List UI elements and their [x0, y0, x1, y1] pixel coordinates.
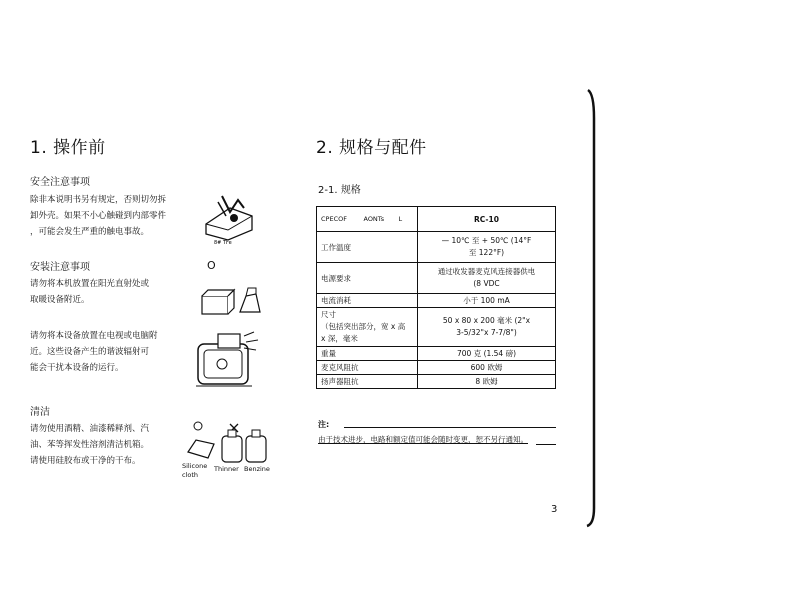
text-line: 油、苯等挥发性溶剂清洁机箱。: [30, 440, 150, 450]
spec-label: 扬声器阻抗: [317, 375, 418, 389]
disassembly-warning-illustration: [200, 190, 260, 246]
tv-interference-illustration: [192, 328, 264, 394]
text-line: 请勿使用酒精、油漆稀释剂、汽: [30, 424, 150, 434]
spec-value: 8 欧姆: [418, 375, 556, 389]
note-text: 由于技术进步，电路和额定值可能会随时变更，恕不另行通知。: [318, 435, 528, 444]
text-line: 近。这些设备产生的谐波辐射可: [30, 347, 150, 357]
heading-safety: 安全注意事项: [30, 177, 90, 188]
note-rule-top: [344, 427, 556, 428]
page-edge: [584, 88, 598, 528]
note-label: 注:: [318, 420, 330, 429]
spec-label: 麦克风阻抗: [317, 361, 418, 375]
text-line: 请勿将本机放置在阳光直射处或: [30, 279, 150, 289]
heading-cleaning: 清洁: [30, 407, 50, 418]
note-rule-bottom: [536, 444, 556, 445]
header-left-cell: CPECOF AONTs L: [317, 207, 418, 232]
benzine-label: Benzine: [244, 465, 270, 473]
spec-label: 尺寸 （包括突出部分，宽 x 高 x 深，毫米: [317, 308, 418, 347]
table-row: [317, 263, 556, 294]
subsection-specs: 2-1. 规格: [318, 185, 361, 196]
page-number: 3: [551, 504, 558, 515]
silicone-cloth-label: Silicone cloth: [182, 462, 208, 479]
text-line: 请勿将本设备放置在电视或电脑附: [30, 331, 158, 341]
header-model-cell: RC-10: [418, 207, 556, 232]
spec-value: — 10℃ 至 + 50℃ (14°F 至 122°F): [418, 232, 556, 263]
spec-value: 50 x 80 x 200 毫米 (2"x 3-5/32"x 7-7/8"): [418, 308, 556, 347]
table-row: [317, 375, 556, 389]
text-line: 除非本说明书另有规定，否则切勿拆: [30, 195, 167, 205]
spec-value: 小于 100 mA: [418, 294, 556, 308]
cleaning-supplies-illustration: [184, 418, 270, 464]
paragraph-cleaning: [30, 421, 180, 469]
spec-label: 重量: [317, 347, 418, 361]
spec-label: 电源要求: [317, 263, 418, 294]
thinner-label: Thinner: [214, 465, 239, 473]
text-line: 能会干扰本设备的运行。: [30, 363, 124, 373]
section-title-specs: 2. 规格与配件: [316, 138, 427, 158]
table-row: [317, 308, 556, 347]
spec-value: 700 克 (1.54 磅): [418, 347, 556, 361]
text-line: 卸外壳。如果不小心触碰到内部零件: [30, 211, 167, 221]
figure-label: 8# TFe: [214, 240, 232, 246]
table-row: [317, 232, 556, 263]
text-line: 请使用硅胶布或干净的干布。: [30, 456, 141, 466]
spec-table: [316, 206, 556, 389]
paragraph-safety: [30, 192, 180, 240]
circle-mark: O: [207, 259, 216, 272]
sunlight-heat-illustration: [198, 282, 264, 320]
table-row: [317, 347, 556, 361]
paragraph-installation: [30, 276, 180, 308]
table-header-row: [317, 207, 556, 232]
table-row: [317, 361, 556, 375]
spec-value: 通过收发器麦克风连接器供电 (8 VDC: [418, 263, 556, 294]
spec-value: 600 欧姆: [418, 361, 556, 375]
text-line: ，可能会发生严重的触电事故。: [30, 227, 150, 237]
heading-installation: 安装注意事项: [30, 262, 90, 273]
paragraph-interference: [30, 328, 180, 376]
text-line: 取暖设备附近。: [30, 295, 90, 305]
spec-label: 工作温度: [317, 232, 418, 263]
spec-label: 电流消耗: [317, 294, 418, 308]
table-row: [317, 294, 556, 308]
section-title-before-operation: 1. 操作前: [30, 138, 106, 158]
